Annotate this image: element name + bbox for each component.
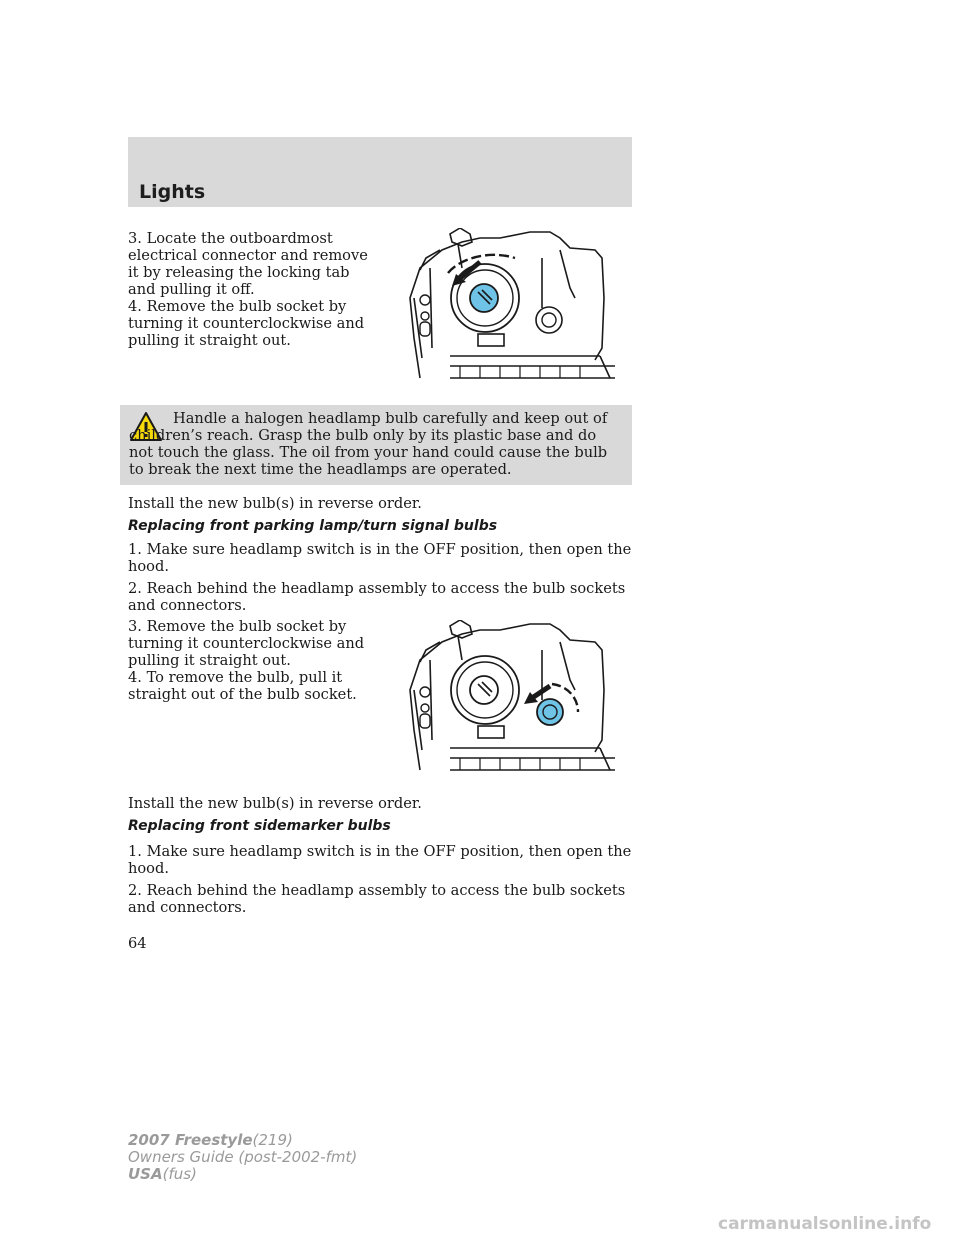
heading-sidemarker: Replacing front sidemarker bulbs: [128, 818, 391, 834]
install-instruction: Install the new bulb(s) in reverse order.: [128, 495, 422, 512]
footer-market: USA: [128, 1165, 163, 1183]
footer-model-code: (219): [252, 1131, 293, 1149]
footer-market-code: (fus): [162, 1165, 197, 1183]
headlamp-figure-low-beam: [400, 228, 632, 388]
heading-parking-lamp: Replacing front parking lamp/turn signal bulbs: [128, 518, 498, 534]
step-3-remove-socket: 3. Remove the bulb socket by turning it counterclockwise and pulling it straight out.: [128, 618, 365, 669]
step-2-reach-behind: 2. Reach behind the headlamp assembly to access the bulb sockets and connectors.: [128, 580, 626, 614]
page-number: 64: [128, 935, 147, 952]
document-footer: [128, 1132, 357, 1183]
step-4-remove-socket: 4. Remove the bulb socket by turning it counterclockwise and pulling it straight out.: [128, 298, 365, 349]
step-3-locate-connector: 3. Locate the outboardmost electrical connector and remove it by releasing the locking tab and pulling it off.: [128, 230, 368, 298]
footer-model: 2007 Freestyle: [128, 1131, 253, 1149]
warning-text: Handle a halogen headlamp bulb carefully and keep out of children’s reach. Grasp the bulb only by its plastic base and do not touch the glass. The oil from your hand could cause the bulb to break the next time the headlamps are operated.: [129, 410, 608, 478]
section-header: [128, 137, 632, 207]
install-instruction: Install the new bulb(s) in reverse order.: [128, 795, 422, 812]
step-2-reach-behind: 2. Reach behind the headlamp assembly to access the bulb sockets and connectors.: [128, 882, 626, 916]
footer-guide: Owners Guide (post-2002-fmt): [128, 1148, 358, 1166]
section-title: Lights: [139, 181, 206, 203]
step-4-remove-bulb: 4. To remove the bulb, pull it straight out of the bulb socket.: [128, 669, 357, 703]
headlamp-figure-parking-turn: [400, 620, 632, 780]
watermark: carmanualsonline.info: [718, 1214, 932, 1234]
step-1-switch-off: 1. Make sure headlamp switch is in the OFF position, then open the hood.: [128, 541, 632, 575]
step-1-switch-off: 1. Make sure headlamp switch is in the OFF position, then open the hood.: [128, 843, 632, 877]
warning-box: [120, 405, 632, 485]
